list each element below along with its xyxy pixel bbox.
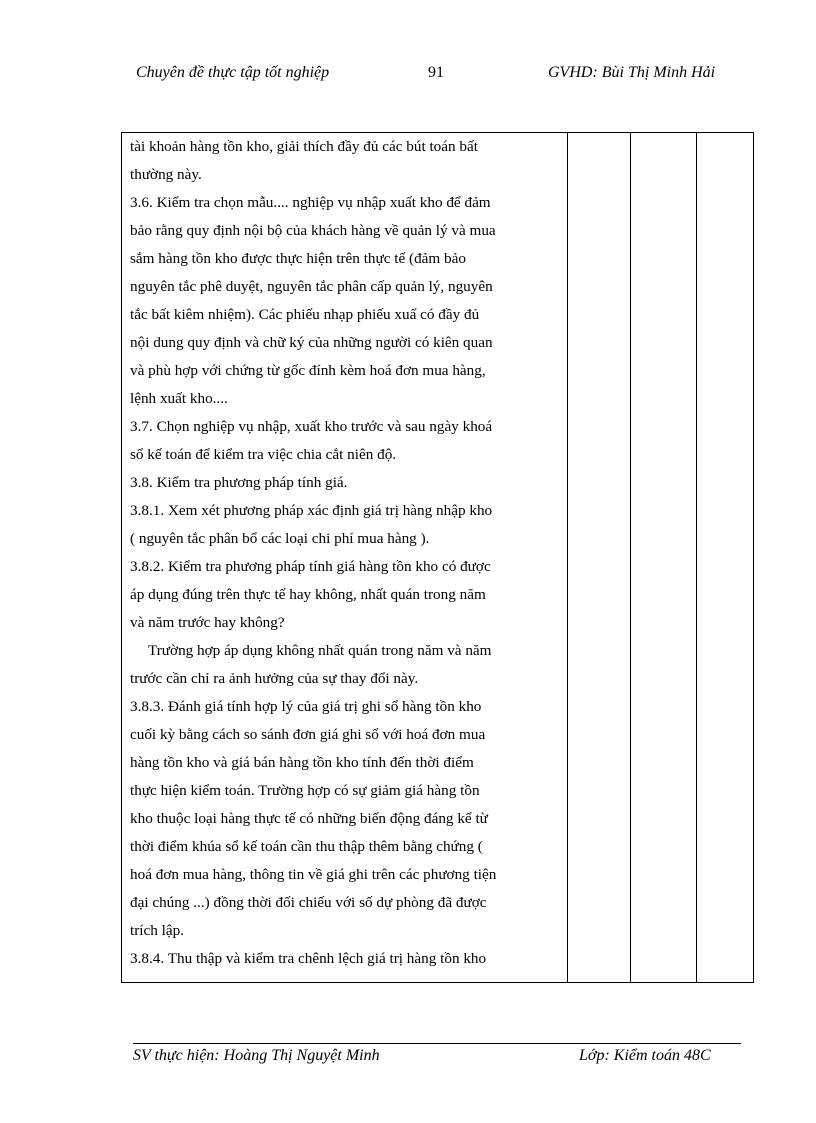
column-divider xyxy=(630,133,631,982)
text-line: Trường hợp áp dụng không nhất quán trong năm và năm xyxy=(148,642,492,659)
text-line: thời điểm khúa sổ kế toán cần thu thập thêm bằng chứng ( xyxy=(130,838,483,855)
text-line: thực hiện kiểm toán. Trường hợp có sự giảm giá hàng tồn xyxy=(130,782,480,799)
text-line: sắm hàng tồn kho được thực hiện trên thực tế (đảm bảo xyxy=(130,250,466,267)
text-line: sổ kế toán để kiểm tra việc chia cắt niên độ. xyxy=(130,446,397,463)
text-line: và năm trước hay không? xyxy=(130,614,285,631)
footer-student: SV thực hiện: Hoàng Thị Nguyệt Minh xyxy=(133,1047,380,1064)
text-line: 3.7. Chọn nghiệp vụ nhập, xuất kho trước và sau ngày khoá xyxy=(130,418,493,435)
text-line: trích lập. xyxy=(130,922,184,939)
text-line: cuối kỳ bằng cách so sánh đơn giá ghi sổ với hoá đơn mua xyxy=(130,726,486,743)
text-line: nội dung quy định và chữ ký của những người có kiên quan xyxy=(130,334,493,351)
text-line: lệnh xuất kho.... xyxy=(130,390,228,407)
text-line: hàng tồn kho và giá bán hàng tồn kho tính đến thời điểm xyxy=(130,754,474,771)
header-supervisor: GVHD: Bùi Thị Minh Hải xyxy=(548,64,716,81)
text-line: 3.8.3. Đánh giá tính hợp lý của giá trị ghi sổ hàng tồn kho xyxy=(130,698,482,715)
text-line: nguyên tắc phê duyệt, nguyên tắc phân cấp quản lý, nguyên xyxy=(130,278,493,295)
column-divider xyxy=(567,133,568,982)
text-line: ( nguyên tắc phân bổ các loại chi phí mua hàng ). xyxy=(130,530,430,547)
text-line: 3.8. Kiểm tra phương pháp tính giá. xyxy=(130,474,348,491)
text-line: và phù hợp với chứng từ gốc đính kèm hoá đơn mua hàng, xyxy=(130,362,486,379)
text-line: 3.8.2. Kiểm tra phương pháp tính giá hàng tồn kho có được xyxy=(130,558,491,575)
footer-divider xyxy=(133,1043,741,1044)
text-line: 3.8.1. Xem xét phương pháp xác định giá trị hàng nhập kho xyxy=(130,502,493,519)
body-text xyxy=(130,133,560,973)
footer-class: Lớp: Kiểm toán 48C xyxy=(579,1047,711,1064)
text-line: 3.6. Kiểm tra chọn mẫu.... nghiệp vụ nhập xuất kho để đảm xyxy=(130,194,491,211)
page-number: 91 xyxy=(428,64,444,81)
text-line: 3.8.4. Thu thập và kiểm tra chênh lệch giá trị hàng tồn kho xyxy=(130,950,487,967)
text-line: trước cần chỉ ra ảnh hưởng của sự thay đổi này. xyxy=(130,670,419,687)
text-line: tài khoản hàng tồn kho, giải thích đầy đủ các bút toán bất xyxy=(130,138,478,155)
text-line: hoá đơn mua hàng, thông tin về giá ghi trên các phương tiện xyxy=(130,866,497,883)
text-line: thường này. xyxy=(130,166,202,183)
column-divider xyxy=(696,133,697,982)
text-line: bảo rằng quy định nội bộ của khách hàng về quản lý và mua xyxy=(130,222,496,239)
text-line: áp dụng đúng trên thực tế hay không, nhất quán trong năm xyxy=(130,586,486,603)
text-line: đại chúng ...) đồng thời đối chiếu với số dự phòng đã được xyxy=(130,894,487,911)
text-line: tắc bất kiêm nhiệm). Các phiếu nhạp phiếu xuấ có đầy đủ xyxy=(130,306,480,323)
text-line: kho thuộc loại hàng thực tế có những biến động đáng kể từ xyxy=(130,810,488,827)
header-title: Chuyên đề thực tập tốt nghiệp xyxy=(136,64,330,81)
content-table xyxy=(121,132,754,983)
